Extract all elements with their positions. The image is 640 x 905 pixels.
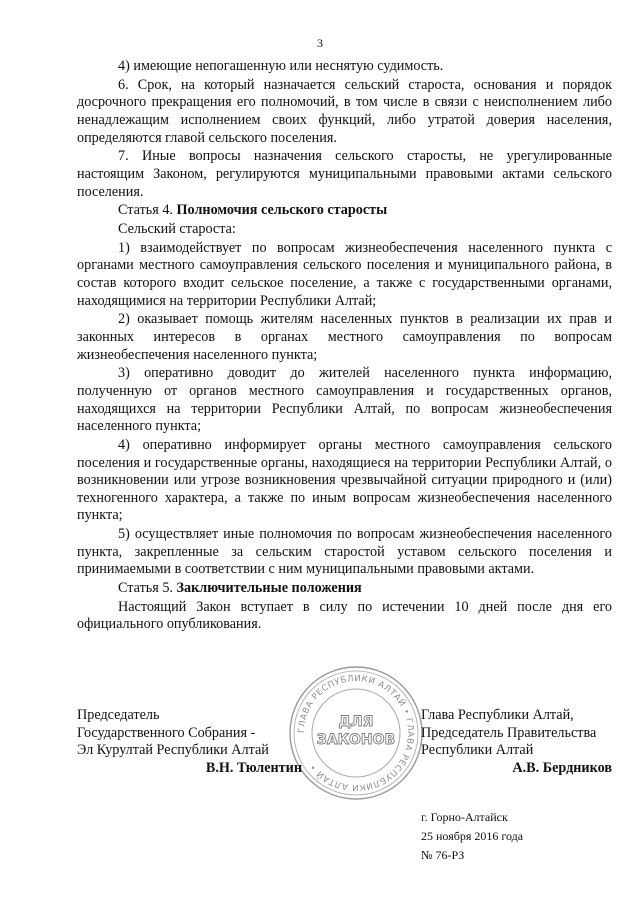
seal-center-line-1: ДЛЯ bbox=[338, 714, 374, 730]
signature-right-line-3: Республики Алтай bbox=[421, 742, 534, 759]
article-5-title: Заключительные положения bbox=[176, 580, 362, 597]
signature-left-line-3: Эл Курултай Республики Алтай bbox=[77, 742, 269, 759]
signature-right-line-2: Председатель Правительства bbox=[421, 724, 597, 741]
article-5-heading bbox=[77, 580, 612, 598]
signature-right-name: А.В. Бердников bbox=[512, 759, 612, 776]
signature-left-line-2: Государственного Собрания - bbox=[77, 724, 256, 741]
seal-outer-text-path: ГЛАВА РЕСПУБЛИКИ АЛТАЙ • ГЛАВА РЕСПУБЛИКИ АЛТАЙ • bbox=[296, 673, 416, 793]
article-4-heading bbox=[77, 202, 612, 220]
article-4-item: 3) оперативно доводит до жителей населенного пункта информацию, полученную от органов местного самоуправления и государственных органов, находящихся на территории Республики Алтай, по вопросам жизнеобеспечения населенного пункта; bbox=[77, 365, 612, 435]
issue-date: 25 ноября 2016 года bbox=[421, 829, 524, 844]
article-5-prefix: Статья 5. bbox=[118, 580, 173, 597]
paragraph-criminal-record: 4) имеющие непогашенную или неснятую судимость. bbox=[118, 58, 444, 74]
seal-center-line-2: ЗАКОНОВ bbox=[316, 732, 396, 748]
signature-chairman bbox=[77, 707, 302, 777]
issue-place: г. Горно-Алтайск bbox=[421, 810, 508, 824]
signature-head-of-republic bbox=[421, 707, 612, 777]
page-number: 3 bbox=[317, 36, 323, 50]
article-5-text: Настоящий Закон вступает в силу по истечении 10 дней после дня его официального опубликования. bbox=[77, 598, 612, 633]
issue-number: № 76-РЗ bbox=[421, 848, 465, 863]
paragraph-term: 6. Срок, на который назначается сельский староста, основания и порядок досрочного прекращения его полномочий, в том числе в связи с неисполнением либо ненадлежащим исполнением своих функций, либо утратой доверия населения, определяются главой сельского поселения. bbox=[77, 76, 612, 146]
paragraph-other-questions: 7. Иные вопросы назначения сельского старосты, не урегулированные настоящим Законом, регулируются муниципальными правовыми актами сельского поселения. bbox=[77, 148, 612, 200]
article-4-item: 1) взаимодействует по вопросам жизнеобеспечения населенного пункта с органами местного самоуправления сельского поселения и муниципального района, в состав которого входит сельское поселение, а также с государственными органами, находящимися на территории Республики Алтай; bbox=[77, 239, 612, 309]
article-4-intro: Сельский староста: bbox=[118, 221, 236, 238]
document-body bbox=[77, 58, 612, 635]
signature-left-name: В.Н. Тюлентин bbox=[205, 759, 302, 776]
article-4-title: Полномочия сельского старосты bbox=[176, 202, 388, 219]
article-4-prefix: Статья 4. bbox=[118, 202, 173, 219]
article-4-item: 5) осуществляет иные полномочия по вопросам жизнеобеспечения населенного пункта, закрепленные за сельским старостой уставом сельского поселения и принимаемыми в соответствии с ним муниципальными правовыми актами. bbox=[77, 526, 612, 578]
signature-left-line-1: Председатель bbox=[77, 707, 160, 723]
article-4-item: 2) оказывает помощь жителям населенных пунктов в реализации их прав и законных интересов в органах местного самоуправления по вопросам жизнеобеспечения населенного пункта; bbox=[77, 311, 612, 363]
seal-stamp-icon bbox=[287, 664, 425, 802]
article-4-item: 4) оперативно информирует органы местного самоуправления сельского поселения и государственные органы, находящиеся на территории Республики Алтай, о возникновении или угрозе возникновения чрезвычайной ситуации природного и (или) техногенного характера, а также по иным вопросам жизнеобеспечения населенного пункта; bbox=[77, 436, 612, 524]
issue-details bbox=[421, 808, 523, 866]
signature-right-line-1: Глава Республики Алтай, bbox=[421, 707, 574, 723]
